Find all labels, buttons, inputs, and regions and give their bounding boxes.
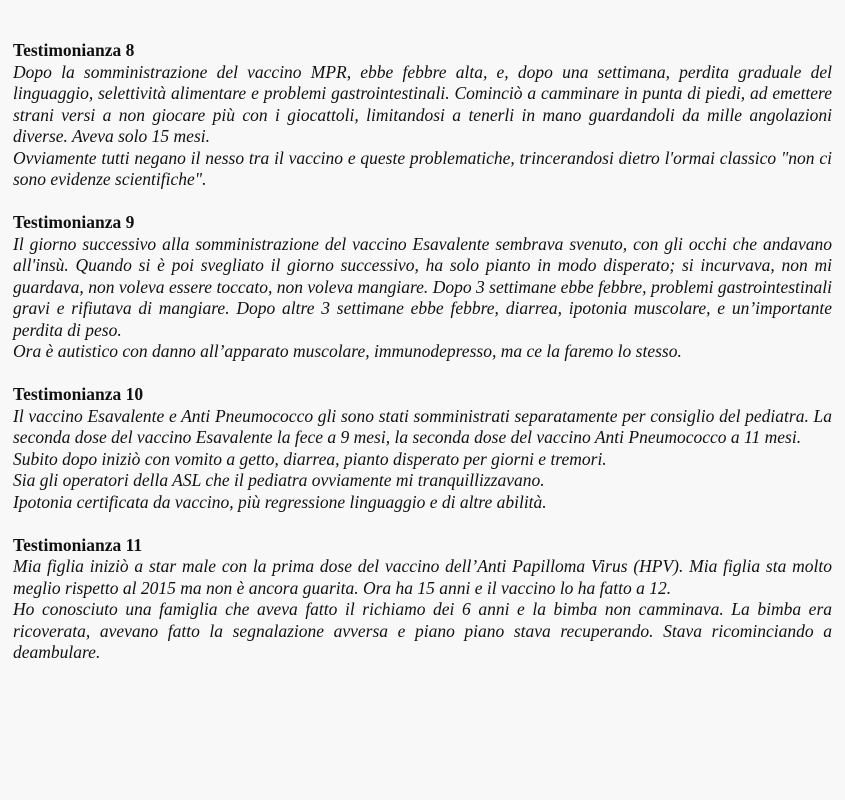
testimony-9 — [13, 212, 832, 363]
paragraph: Ipotonia certificata da vaccino, più regressione linguaggio e di altre abilità. — [13, 491, 547, 512]
section-heading: Testimonianza 10 — [13, 384, 144, 404]
testimony-11 — [13, 535, 832, 664]
section-body — [13, 556, 832, 664]
paragraph: Dopo la somministrazione del vaccino MPR, ebbe febbre alta, e, dopo una settimana, perdita graduale del linguaggio, selettività alimentare e problemi gastrointestinali. Cominciò a camminare in punta di piedi, ad emettere strani versi a non giocare più con i giocattoli, limitandosi a tenerli in mano guardandoli da mille angolazioni diverse. Aveva solo 15 mesi. — [13, 61, 832, 146]
paragraph: Ora è autistico con danno all’apparato muscolare, immunodepresso, ma ce la faremo lo stesso. — [13, 341, 682, 361]
paragraph: Subito dopo iniziò con vomito a getto, diarrea, pianto disperato per giorni e tremori. — [13, 448, 607, 469]
testimony-8 — [13, 40, 832, 191]
paragraph: Il vaccino Esavalente e Anti Pneumococco gli sono stati somministrati separatamente per consiglio del pediatra. La seconda dose del vaccino Esavalente la fece a 9 mesi, la seconda dose del vaccino Anti Pneumococco a 11 mesi. — [13, 405, 832, 447]
section-heading: Testimonianza 9 — [13, 212, 135, 232]
paragraph: Ovviamente tutti negano il nesso tra il vaccino e queste problematiche, trincerandosi dietro l'ormai classico "non ci sono evidenze scientifiche". — [13, 147, 832, 189]
section-body — [13, 234, 832, 363]
section-heading: Testimonianza 8 — [13, 40, 135, 60]
section-body — [13, 62, 832, 191]
paragraph: Mia figlia iniziò a star male con la prima dose del vaccino dell’Anti Papilloma Virus (HPV). Mia figlia sta molto meglio rispetto al 2015 ma non è ancora guarita. Ora ha 15 anni e il vaccino lo ha fatto a 12. — [13, 556, 832, 598]
section-body — [13, 406, 832, 514]
paragraph: Ho conosciuto una famiglia che aveva fatto il richiamo dei 6 anni e la bimba non camminava. La bimba era ricoverata, avevano fatto la segnalazione avversa e piano piano stava recuperando. Stava ricominciando a deambulare. — [13, 599, 832, 662]
section-heading: Testimonianza 11 — [13, 534, 143, 555]
testimony-10 — [13, 384, 832, 513]
paragraph: Sia gli operatori della ASL che il pediatra ovviamente mi tranquillizzavano. — [13, 470, 545, 490]
paragraph: Il giorno successivo alla somministrazione del vaccino Esavalente sembrava svenuto, con gli occhi che andavano all'insù. Quando si è poi svegliato il giorno successivo, ha solo pianto in modo disperato; si incurvava, non mi guardava, non voleva essere toccato, non voleva mangiare. Dopo 3 settimane ebbe febbre, problemi gastrointestinali gravi e rifiutava di mangiare. Dopo altre 3 settimane ebbe febbre, diarrea, ipotonia muscolare, e un’importante perdita di peso. — [13, 233, 832, 340]
